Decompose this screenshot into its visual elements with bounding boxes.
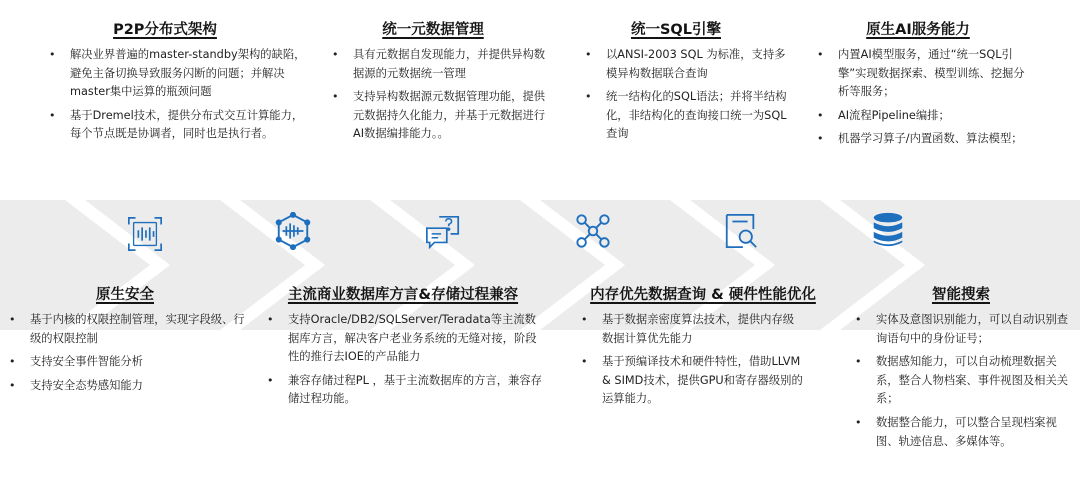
feature-bullet: • 基于Dremel技术，提供分布式交互计算能力，每个节点既是协调者，同时也是执行者。	[40, 107, 310, 144]
feature-bullet: • 支持安全态势感知能力	[0, 377, 250, 396]
network-hub-icon	[274, 212, 312, 250]
feature-bullets	[576, 46, 791, 144]
node-graph-icon	[574, 212, 612, 250]
feature-bullet: • 支持Oracle/DB2/SQLServer/Teradata等主流数据库方言，解决客户老业务系统的无缝对接，阶段性的推行去IOE的产品能力	[258, 311, 563, 367]
feature-bullet: • 兼容存储过程PL ，基于主流数据库的方言，兼容存储过程功能。	[258, 372, 563, 409]
feature-bullet: • 以ANSI-2003 SQL 为标准，支持多模异构数据联合查询	[576, 46, 791, 83]
feature-bullets	[258, 311, 563, 409]
feature-native-security	[0, 285, 250, 400]
feature-bullets	[572, 311, 834, 409]
security-scan-icon	[126, 215, 164, 253]
feature-title: P2P分布式架构	[113, 22, 217, 38]
feature-bullet: • 统一结构化的SQL语法；并将半结构化，非结构化的查询接口统一为SQL查询	[576, 88, 791, 144]
feature-title: 统一元数据管理	[382, 22, 484, 38]
feature-bullets	[846, 311, 1076, 451]
feature-bullet: • 基于数据亲密度算法技术，提供内存级数据计算优先能力	[572, 311, 834, 348]
feature-bullet: • 内置AI模型服务，通过“统一SQL引擎”实现数据探索、模型训练、挖掘分析等服务；	[808, 46, 1033, 102]
feature-bullet: • 支持安全事件智能分析	[0, 353, 250, 372]
feature-bullet: • 实体及意图识别能力，可以自动识别查询语句中的身份证号；	[846, 311, 1076, 348]
feature-bullet: • 数据整合能力，可以整合呈现档案视图、轨迹信息、多媒体等。	[846, 414, 1076, 451]
feature-title: 主流商业数据库方言&存储过程兼容	[287, 287, 519, 303]
feature-bullets	[808, 46, 1033, 149]
feature-title: 原生安全	[96, 287, 154, 303]
feature-title: 内存优先数据查询 & 硬件性能优化	[590, 287, 816, 303]
feature-title: 统一SQL引擎	[630, 22, 721, 38]
feature-bullet: • 解决业界普遍的master-standby架构的缺陷，避免主备切换导致服务闪断的问题；并解决master集中运算的瓶颈问题	[40, 46, 310, 102]
feature-p2p-architecture	[40, 20, 310, 149]
feature-bullet: • 基于内核的权限控制管理，实现字段级、行级的权限控制	[0, 311, 250, 348]
feature-bullet: • 基于预编译技术和硬件特性，借助LLVM & SIMD技术，提供GPU和寄存器级别的运算能力。	[572, 353, 834, 409]
feature-bullet: • 机器学习算子/内置函数、算法模型；	[808, 130, 1033, 149]
feature-bullets	[323, 46, 553, 144]
feature-unified-sql-engine	[576, 20, 791, 149]
feature-bullet: • 数据感知能力，可以自动梳理数据关系，整合人物档案、事件视图及相关关系；	[846, 353, 1076, 409]
feature-bullets	[0, 311, 250, 395]
feature-memory-first-query	[572, 285, 834, 414]
database-icon	[869, 211, 907, 249]
document-search-icon	[722, 212, 760, 250]
feature-dialect-compatibility	[258, 285, 563, 414]
feature-smart-search	[846, 285, 1076, 456]
question-chat-icon	[424, 213, 462, 251]
feature-title: 原生AI服务能力	[866, 22, 970, 38]
feature-bullet: • AI流程Pipeline编排；	[808, 107, 1033, 126]
feature-title: 智能搜索	[932, 287, 990, 303]
feature-unified-metadata	[323, 20, 553, 149]
feature-bullet: • 支持异构数据源元数据管理功能，提供元数据持久化能力，并基于元数据进行AI数据编排能力。。	[323, 88, 553, 144]
feature-bullets	[40, 46, 310, 144]
feature-bullet: • 具有元数据自发现能力，并提供异构数据源的元数据统一管理	[323, 46, 553, 83]
feature-native-ai-service	[808, 20, 1033, 154]
